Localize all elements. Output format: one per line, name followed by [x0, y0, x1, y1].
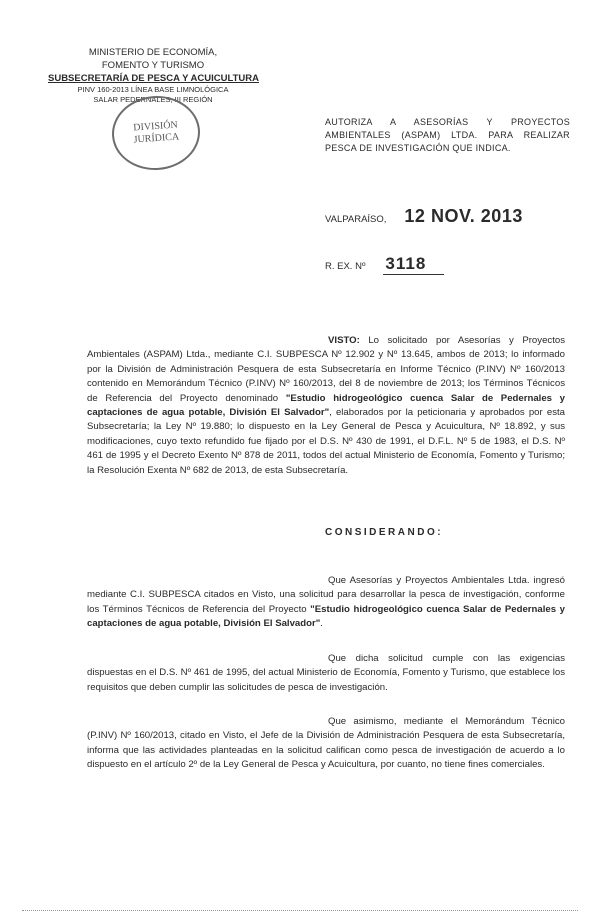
visto-project-title: "Estudio hidrogeológico cuenca Salar de Pedernales y captaciones de agua potable, División El Salvador" — [87, 392, 565, 419]
resolution-subject: AUTORIZA A ASESORÍAS Y PROYECTOS AMBIENTALES (ASPAM) LTDA. PARA REALIZAR PESCA DE INVESTIGACIÓN QUE INDICA. — [325, 117, 570, 153]
ministry-name: MINISTERIO DE ECONOMÍA, — [88, 47, 218, 58]
division-juridica-stamp — [110, 93, 203, 173]
visto-label: VISTO: — [328, 335, 360, 346]
stamp-line-2: JURÍDICA — [133, 131, 180, 146]
resolution-number-label: R. EX. Nº — [325, 261, 366, 272]
considerando-paragraph-1 — [87, 574, 565, 632]
visto-text-a: Lo solicitado por Asesorías y Proyectos Ambientales (ASPAM) Ltda., mediante C.I. SUBPESCA Nº 12.902 y Nº 13.645, ambos de 2013; lo informado por la División de Administración Pesquera de esta Subsecretaría en Informe Técnico (P.INV) Nº 160/2013 contenido en Memorándum Técnico (P.INV) Nº 160/2013, del 8 de noviembre de 2013; los Términos Técnicos de Referencia del Proyecto denominado — [87, 335, 565, 404]
place-and-date — [325, 206, 575, 227]
considerando-paragraph-3: Que asimismo, mediante el Memorándum Técnico (P.INV) Nº 160/2013, citado en Visto, el Jefe de la División de Administración Pesquera de esta Subsecretaría, informa que las actividades planteadas en la solicitud califican como pesca de investigación de acuerdo a lo dispuesto en el artículo 2º de la Ley General de Pesca y Acuicultura, por cuanto, no tiene fines comerciales. — [87, 716, 565, 771]
ministry-name-line2: FOMENTO Y TURISMO — [101, 60, 205, 71]
stamp-line-1: DIVISIÓN — [132, 119, 179, 134]
region-line: SALAR PEDERNALES, III REGIÓN — [93, 95, 213, 104]
date-stamp: 12 NOV. 2013 — [404, 206, 523, 226]
reference-line: PINV 160-2013 LÍNEA BASE LIMNOLÓGICA — [77, 85, 229, 94]
considerando-heading: CONSIDERANDO: — [325, 527, 444, 538]
resolution-number-value: 3118 — [383, 254, 444, 275]
p1-project-title: "Estudio hidrogeológico cuenca Salar de Pedernales y captaciones de agua potable, División El Salvador" — [87, 603, 565, 630]
visto-text-b: , elaborados por la peticionaria y aprobados por esta Subsecretaría; la Ley Nº 19.880; lo dispuesto en la Ley General de Pesca y Acuicultura, Nº 18.892, y sus modificaciones, cuyo texto refundido fue fijado por el D.S. Nº 430 de 1991, el D.F.L. Nº 5 de 1983, el D.S. Nº 461 de 1995 y el Decreto Exento Nº 878 de 2011, todos del actual Ministerio de Economía, Fomento y Turismo; la Resolución Exenta Nº 682 de 2013, de esta Subsecretaría. — [87, 407, 565, 476]
resolution-number — [325, 254, 525, 275]
visto-paragraph — [87, 334, 565, 478]
p1-text-a: Que Asesorías y Proyectos Ambientales Ltda. ingresó mediante C.I. SUBPESCA citados en Visto, una solicitud para desarrollar la pesca de investigación, conforme los Términos Técnicos de Referencia del Proyecto — [87, 575, 565, 615]
page-footer-rule — [22, 910, 578, 911]
p1-text-b: . — [320, 618, 323, 630]
considerando-paragraph-2: Que dicha solicitud cumple con las exigencias dispuestas en el D.S. Nº 461 de 1995, del actual Ministerio de Economía, Fomento y Turismo, que establece los requisitos que deben cumplir las solicitudes de pesca de investigación. — [87, 653, 565, 693]
subsecretaria-name: SUBSECRETARÍA DE PESCA Y ACUICULTURA — [48, 73, 259, 84]
place: VALPARAÍSO, — [325, 214, 387, 225]
